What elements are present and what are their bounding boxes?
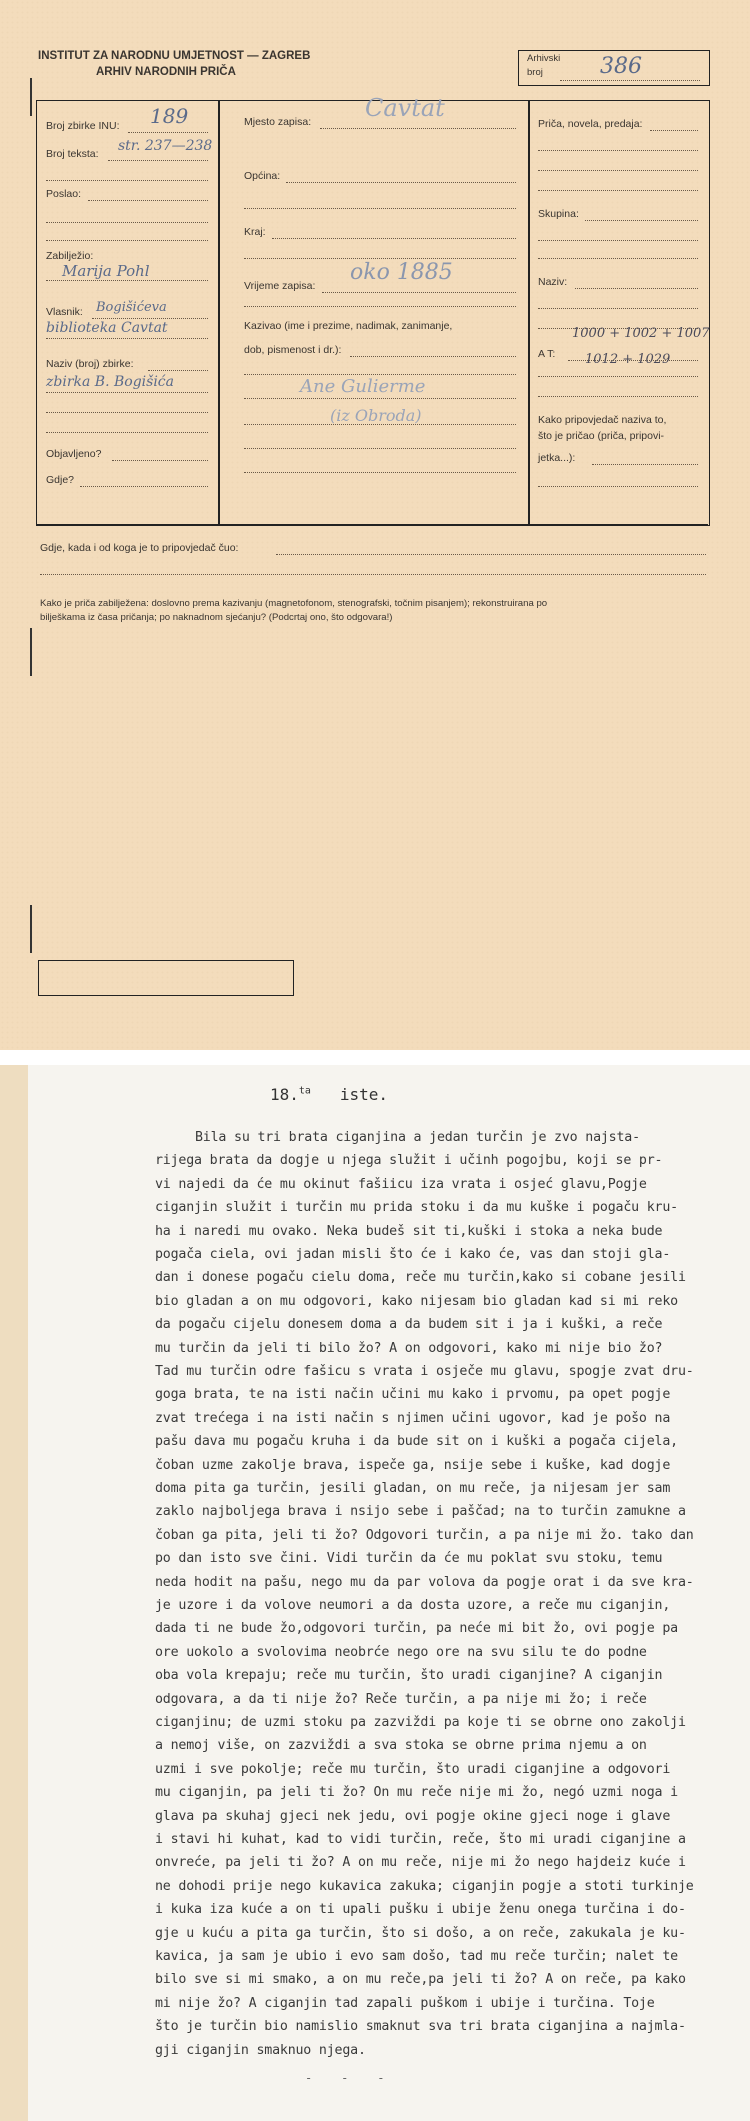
value-broj-teksta: str. 237—238: [118, 138, 213, 154]
label-gdje: Gdje?: [46, 474, 75, 486]
label-at: A T:: [538, 348, 556, 360]
story-line: kavica, ja sam je ubio i evo sam došo, tad mu reče turčin; nalet te: [155, 1949, 678, 1964]
label-skupina: Skupina:: [538, 208, 579, 220]
label-zabiljezio: Zabilježio:: [46, 250, 94, 262]
story-line: mu turčin da jeli ti bilo žo? A on odgovori, kako mi nije bio žo?: [155, 1340, 663, 1356]
story-heading: 18.$^{ta}$ iste.: [270, 1085, 389, 1104]
value-broj-zbirke: 189: [150, 104, 189, 128]
story-line: vi najedi da će mu okinut fašiicu iza vrata i osjeć glavu,Pogje: [155, 1176, 647, 1192]
archive-number-value: 386: [600, 54, 642, 79]
label-naziv-zbirke: Naziv (broj) zbirke:: [46, 358, 134, 370]
page-edge: [0, 1065, 28, 2121]
story-line: i stavi hi kuhat, kad to vidi turčin, reče, što mi uradi ciganjine a: [155, 1832, 686, 1847]
story-line: Tad mu turčin odre fašicu s vrata i osječe mu glavu, spogje zvat dru-: [155, 1364, 694, 1379]
story-line: ciganjin služit i turčin mu prida stoku i da mu kuške i pogaču kru-: [155, 1200, 678, 1216]
story-line: ore uokolo a svolovima neobrće nego ore na svu silu te do podne: [155, 1644, 647, 1660]
value-zabiljezio: Marija Pohl: [62, 262, 150, 280]
story-line: gje u kuću a pita ga turčin, što si došo, a on reče, zakukala je ku-: [155, 1925, 686, 1941]
story-line: je uzore i da volove neumori a da dosta uzore, a reče mu ciganjin,: [155, 1598, 671, 1613]
story-line: pašu dava mu pogaču kruha i da bude sit on i kuški a pogača cijela,: [155, 1434, 678, 1450]
archive-name: ARHIV NARODNIH PRIČA: [96, 66, 236, 78]
label-poslao: Poslao:: [46, 188, 82, 200]
story-line: čoban ga pita, jeli ti žo? Odgovori turčin, a pa nije mi žo. tako dan: [155, 1527, 694, 1543]
story-line: gji ciganjin smaknuo njega.: [155, 2042, 366, 2058]
story-line: zaklo najboljega brava i nsijo sebe i paščad; na to turčin zamukne a: [155, 1504, 686, 1520]
story-line: Bila su tri brata ciganjina a jedan turčin je zvo najsta-: [195, 1130, 640, 1145]
label-mjesto: Mjesto zapisa:: [244, 116, 312, 128]
index-card: [0, 0, 750, 1050]
value-vlasnik: Bogišićeva: [96, 300, 167, 315]
label-kazivao-2: dob, pismenost i dr.):: [244, 344, 342, 356]
value-at: 1000 + 1002 + 1007: [572, 326, 710, 341]
story-line: uzmi i sve pokolje; reče mu turčin, što uradi ciganjine a odgovori: [155, 1761, 671, 1777]
value-at-2: 1012 + 1029: [585, 352, 671, 367]
story-line: po dan isto sve čini. Vidi turčin da će mu poklat svu stoku, temu: [155, 1551, 663, 1567]
label-kako-2: što je pričao (priča, pripovi-: [538, 430, 665, 442]
story-line: odgovara, a da ti nije žo? Reče turčin, a pa nije mi žo; i reče: [155, 1691, 647, 1707]
story-line: mi nije žo? A ciganjin tad zapali puškom i ubije i turčina. Toje: [155, 1995, 655, 2011]
label-opcina: Općina:: [244, 170, 281, 182]
binder-mark: [30, 905, 32, 953]
story-line: da pogaču cijelu donesem doma a da budem sit i ja i kuški, a reče: [155, 1317, 663, 1333]
story-line: dada ti ne bude žo,odgovori turčin, pa neće mi bit žo, ovi pogje pa: [155, 1621, 678, 1637]
archive-label: broj: [527, 67, 543, 78]
story-line: mu ciganjin, pa jeli ti žo? On mu reče nije mi žo, negó uzmi noga i: [155, 1785, 678, 1801]
label-kraj: Kraj:: [244, 226, 266, 238]
value-vlasnik-2: biblioteka Cavtat: [46, 320, 168, 336]
story-line: ne dohodi prije nego kukavica zakuka; ciganjin pogje a stoti turkinje: [155, 1878, 694, 1894]
label-zapis-2: bilješkama iz časa pričanja; po naknadnom sjećanju? (Podcrtaj ono, što odgovara!): [40, 612, 393, 623]
archive-label: Arhivski: [527, 53, 561, 64]
label-broj-teksta: Broj teksta:: [46, 148, 99, 160]
story-line: čoban uzme zakolje brava, ispeče ga, nsije sebe i kuške, kad dogje: [155, 1457, 671, 1473]
empty-box: [38, 960, 294, 996]
story-line: a nemoj više, on zazviždi a sva stoka se obrne prima njemu a on: [155, 1738, 647, 1754]
label-vlasnik: Vlasnik:: [46, 306, 83, 318]
story-line: pogača ciela, ovi jadan misli što će i kako će, vas dan stoji gla-: [155, 1247, 671, 1262]
label-gdje-kada: Gdje, kada i od koga je to pripovjedač čuo:: [40, 542, 239, 554]
story-line: ha i naredi mu ovako. Neka budeš sit ti,kuški i stoka a neka bude: [155, 1223, 663, 1239]
story-line: rijega brata da dogje u njega služit i učinh pogojbu, koji se pr-: [155, 1153, 663, 1169]
binder-mark: [30, 628, 32, 676]
label-vrijeme: Vrijeme zapisa:: [244, 280, 316, 292]
story-line: goga brata, te na isti način učini mu kako i prvomu, pa opet pogje: [155, 1387, 671, 1403]
value-mjesto: Cavtat: [365, 94, 445, 122]
typed-story-page: 18.$^{ta}$ iste. Bila su tri brata ciganjina a jedan turčin je zvo najsta- rijega brata da dogje u njega služit i učinh pogojbu, koji se pr- vi najedi da će mu okinut fašiicu iza vrata i osjeć glavu,Pogje ciganjin služit i turčin mu prida stoku i da mu kuške i pogaču kru- ha i naredi mu ovako. Neka budeš sit ti,kuški i stoka a neka bude pogača ciela, ovi jadan misli što će i kako će, vas dan stoji gla- dan i donese pogaču cielu doma, reče mu turčin,kako si cobane jesili bio gladan a on mu odgovori, kako nijesam bio gladan kad si mi reko da pogaču cijelu donesem doma a da budem sit i ja i kuški, a reče mu turčin da jeli ti bilo žo? A on odgovori, kako mi nije bio žo? Tad mu turčin odre fašicu s vrata i osječe mu glavu, spogje zvat dru- goga brata, te na isti način učini mu kako i prvomu, pa opet pogje zvat trećega i na isti način s njimen učini ugovor, kad je pošo na pašu dava mu pogaču kruha i da bude sit on i kuški a pogača cijela, čoban uzme zakolje brava, ispeče ga, nsije sebe i kuške, kad dogje doma pita ga turčin, jesili gladan, on mu reče, ja nijesam jer sam zaklo najboljega brava i nsijo sebe i paščad; na to turčin zamukne a čoban ga pita, jeli ti žo? Odgovori turčin, a pa nije mi žo. tako dan po dan isto sve čini. Vidi turčin da će mu poklat svu stoku, temu neda hodit na pašu, nego mu da par volova da pogje orat i da sve kra- je uzore i da volove neumori a da dosta uzore, a reče mu ciganjin, dada ti ne bude žo,odgovori turčin, pa neće mi bit žo, ovi pogje pa ore uokolo a svolovima neobrće nego ore na svu silu te do podne oba vola krepaju; reče mu turčin, što uradi ciganjine? A ciganjin odgovara, a da ti nije žo? Reče turčin, a pa nije mi žo; i reče ciganjinu; de uzmi stoku pa zazviždi pa koje ti se obrne ono zakolji a nemoj više, on zazviždi a sva stoka se obrne prima njemu a on uzmi i sve pokolje; reče mu turčin, što uradi ciganjine a odgovori mu ciganjin, pa jeli ti žo? On mu reče nije mi žo, negó uzmi noga i glava pa skuhaj gjeci nek jedu, ovi pogje okine gjeci noge i glave i stavi hi kuhat, kad to vidi turčin, reče, što mi uradi ciganjine a onvreće, pa jeli ti žo? A on mu reče, nije mi žo nego hajdeiz kuće i ne dohodi prije nego kukavica zakuka; ciganjin pogje a stoti turkinje i kuka iza kuće a on ti upali pušku i ubije ženu onega turčina i do- gje u kuću a pita ga turčin, što si došo, a on reče, zakukala je ku- kavica, ja sam je ubio i evo sam došo, tad mu reče turčin; nalet te bilo sve si mi smako, a on mu reče,pa jeli ti žo? A on reče, pa kako mi nije žo? A ciganjin tad zapali puškom i ubije i turčina. Toje što je turčin bio namislio smaknut sva tri brata ciganjina a najmla- gji ciganjin smaknuo njega. - - -: [0, 1065, 750, 2121]
label-broj-zbirke: Broj zbirke INU:: [46, 120, 120, 132]
story-line: oba vola krepaju; reče mu turčin, što uradi ciganjine? A ciganjin: [155, 1668, 663, 1684]
label-naziv: Naziv:: [538, 276, 568, 288]
label-prica: Priča, novela, predaja:: [538, 118, 643, 130]
institute-name: INSTITUT ZA NARODNU UMJETNOST — ZAGREB: [38, 50, 311, 62]
label-kako-3: jetka...):: [538, 452, 576, 464]
story-line: zvat trećega i na isti način s njimen učini ugovor, kad je pošo na: [155, 1410, 671, 1426]
label-kako: Kako pripovjedač naziva to,: [538, 414, 667, 426]
value-kazivao-2: (iz Obroda): [330, 406, 422, 425]
story-line: bilo sve si mi smako, a on mu reče,pa jeli ti žo? A on reče, pa kako: [155, 1972, 686, 1988]
story-line: što je turčin bio namislio smaknut sva tri brata ciganjina a najmla-: [155, 2019, 686, 2035]
story-line: dan i donese pogaču cielu doma, reče mu turčin,kako si cobane jesili: [155, 1270, 686, 1286]
value-vrijeme: oko 1885: [350, 260, 453, 285]
label-kazivao: Kazivao (ime i prezime, nadimak, zanimanje,: [244, 320, 453, 332]
value-naziv-zbirke: zbirka B. Bogišića: [46, 374, 174, 390]
story-line: bio gladan a on mu odgovori, kako nijesam bio gladan kad si mi reko: [155, 1293, 678, 1309]
label-zapis: Kako je priča zabilježena: doslovno prema kazivanju (magnetofonom, stenografski, točnim pisanjem); rekonstruirana po: [40, 598, 548, 609]
story-line: i kuka iza kuće a on ti upali pušku i ubije ženu onega turčina i do-: [155, 1902, 686, 1918]
story-line: onvreće, pa jeli ti žo? A on mu reče, nije mi žo nego hajdeiz kuće i: [155, 1855, 686, 1871]
story-line: doma pita ga turčin, jesili gladan, on mu reče, ja nijesam jer sam: [155, 1481, 671, 1496]
story-line: ciganjinu; de uzmi stoku pa zazviždi pa koje ti se obrne ono zakolji: [155, 1715, 686, 1730]
binder-mark: [30, 78, 32, 116]
story-line: glava pa skuhaj gjeci nek jedu, ovi pogje okine gjeci noge i glave: [155, 1808, 671, 1824]
label-objavljeno: Objavljeno?: [46, 448, 102, 460]
story-line: neda hodit na pašu, nego mu da par volova da pogje orat i da sve kra-: [155, 1574, 694, 1590]
value-kazivao: Ane Gulierme: [300, 376, 426, 397]
